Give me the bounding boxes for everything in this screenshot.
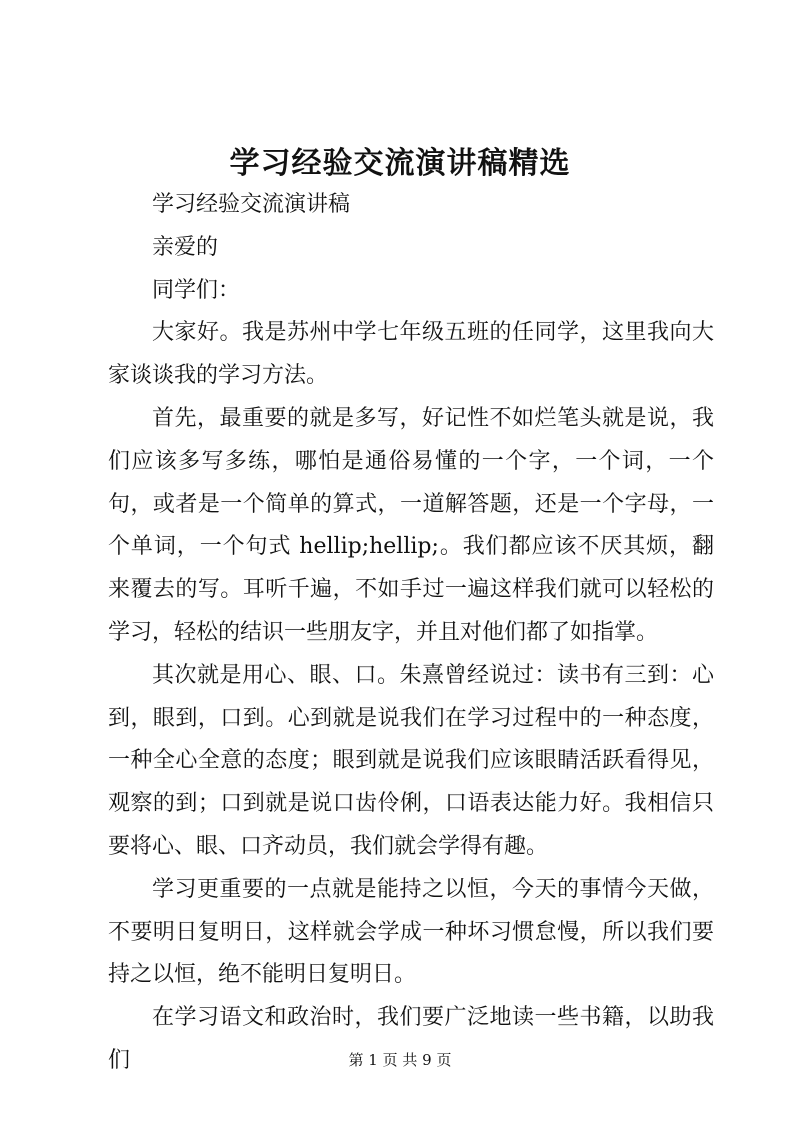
paragraph-salutation-2: 同学们： [152,277,241,303]
paragraph-third-point: 学习更重要的一点就是能持之以恒，今天的事情今天做，不要明日复明日，这样就会学成一种坏习惯怠慢，所以我们要持之以恒，绝不能明日复明日。 [108,876,714,988]
document-title: 学习经验交流演讲稿精选 [229,146,571,181]
paragraph-fourth-point: 在学习语文和政治时，我们要广泛地读一些书籍，以助我们 [108,1005,714,1073]
paragraph-salutation-1: 亲爱的 [152,234,219,260]
paragraph-greeting: 大家好。我是苏州中学七年级五班的任同学，这里我向大家谈谈我的学习方法。 [108,320,714,389]
paragraph-first-point: 首先，最重要的就是多写，好记性不如烂笔头就是说，我们应该多写多练，哪怕是通俗易懂的一个字，一个词，一个句，或者是一个简单的算式，一道解答题，还是一个字母，一个单词，一个句式 hellip;hellip;。我们都应该不厌其烦，翻来覆去的写。耳听千遍，不如手过一遍这样我们就可以轻松的学习，轻松的结识一些朋友字，并且对他们都了如指掌。 [108,405,714,645]
paragraph-subtitle: 学习经验交流演讲稿 [152,192,351,217]
page-footer: 第 1 页 共 9 页 [348,1051,452,1069]
document-body [108,184,714,1083]
paragraph-second-point: 其次就是用心、眼、口。朱熹曾经说过：读书有三到：心到，眼到，口到。心到就是说我们在学习过程中的一种态度，一种全心全意的态度；眼到就是说我们应该眼睛活跃看得见，观察的到；口到就是说口齿伶俐，口语表达能力好。我相信只要将心、眼、口齐动员，我们就会学得有趣。 [108,662,714,859]
